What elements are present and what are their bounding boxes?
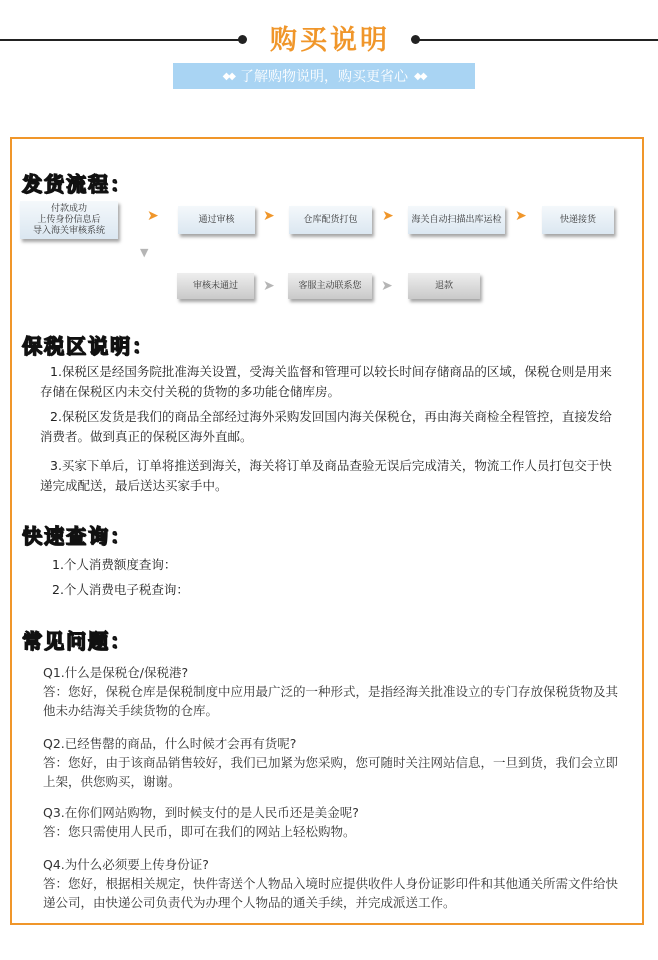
arrow-right-icon: ➤ [263, 208, 275, 224]
faq-answer: 答：您只需使用人民币，即可在我们的网站上轻松购物。 [43, 824, 356, 839]
flow-step-courier: 快递接货 [542, 206, 614, 234]
diamond-icon: ◆◆ [222, 70, 234, 82]
faq-item [43, 734, 623, 791]
bonded-paragraph-3: 3.买家下单后，订单将推送到海关，海关将订单及商品查验无误后完成清关，物流工作人员打包交于快递完成配送，最后送达买家手中。 [40, 458, 612, 493]
flow-step-rejected: 审核未通过 [177, 273, 254, 299]
arrow-down-icon: ▼ [140, 246, 149, 259]
subtitle-text: 了解购物说明，购买更省心 [240, 69, 408, 85]
faq-item [43, 855, 623, 912]
faq-question: Q2.已经售罄的商品，什么时候才会再有货呢? [43, 736, 297, 751]
flow-step-contact: 客服主动联系您 [288, 273, 372, 299]
bonded-section-title: 保税区说明： [22, 334, 154, 358]
header-divider-left [0, 39, 240, 41]
faq-answer: 答：您好，根据相关规定，快件寄送个人物品入境时应提供收件人身份证影印件和其他通关所需文件给快递公司，由快递公司负责代为办理个人物品的通关手续，并完成派送工作。 [43, 876, 619, 910]
faq-item [43, 803, 623, 841]
flow-step-refund: 退款 [408, 273, 480, 299]
faq-answer: 答：您好，由于该商品销售较好，我们已加紧为您采购，您可随时关注网站信息，一旦到货，我们会立即上架，供您购买，谢谢。 [43, 755, 619, 789]
flow-step-payment: 付款成功 上传身份信息后 导入海关审核系统 [20, 201, 118, 239]
arrow-right-icon: ➤ [147, 208, 159, 224]
flow-step-customs-scan: 海关自动扫描出库运检 [408, 206, 505, 234]
diamond-icon: ◆◆ [414, 70, 426, 82]
flow-step-packing: 仓库配货打包 [289, 206, 372, 234]
arrow-right-icon: ➤ [381, 278, 393, 294]
arrow-right-icon: ➤ [515, 208, 527, 224]
page-title: 购买说明 [270, 25, 390, 56]
faq-answer: 答：您好，保税仓库是保税制度中应用最广泛的一种形式，是指经海关批准设立的专门存放保税货物及其他未办结海关手续货物的仓库。 [43, 684, 619, 718]
query-section-title: 快速查询： [22, 524, 132, 548]
header-divider-right [418, 39, 658, 41]
bonded-paragraph-1: 1.保税区是经国务院批准海关设置，受海关监督和管理可以较长时间存储商品的区域，保税仓则是用来存储在保税区内未交付关税的货物的多功能仓储库房。 [40, 364, 612, 399]
arrow-right-icon: ➤ [382, 208, 394, 224]
subtitle-banner [173, 63, 475, 89]
query-item-quota: 1.个人消费额度查询： [52, 557, 177, 572]
faq-item [43, 663, 623, 720]
flow-step-approved: 通过审核 [178, 206, 255, 234]
header-dot-left [238, 35, 247, 44]
faq-question: Q4.为什么必须要上传身份证? [43, 857, 209, 872]
flow-section-title: 发货流程： [22, 172, 132, 196]
faq-question: Q1.什么是保税仓/保税港? [43, 665, 189, 680]
query-item-tax: 2.个人消费电子税查询： [52, 582, 189, 597]
faq-section-title: 常见问题： [22, 629, 132, 653]
faq-question: Q3.在你们网站购物，到时候支付的是人民币还是美金呢? [43, 805, 359, 820]
arrow-right-icon: ➤ [263, 278, 275, 294]
bonded-paragraph-2: 2.保税区发货是我们的商品全部经过海外采购发回国内海关保税仓，再由海关商检全程管控，直接发给消费者。做到真正的保税区海外直邮。 [40, 409, 612, 444]
